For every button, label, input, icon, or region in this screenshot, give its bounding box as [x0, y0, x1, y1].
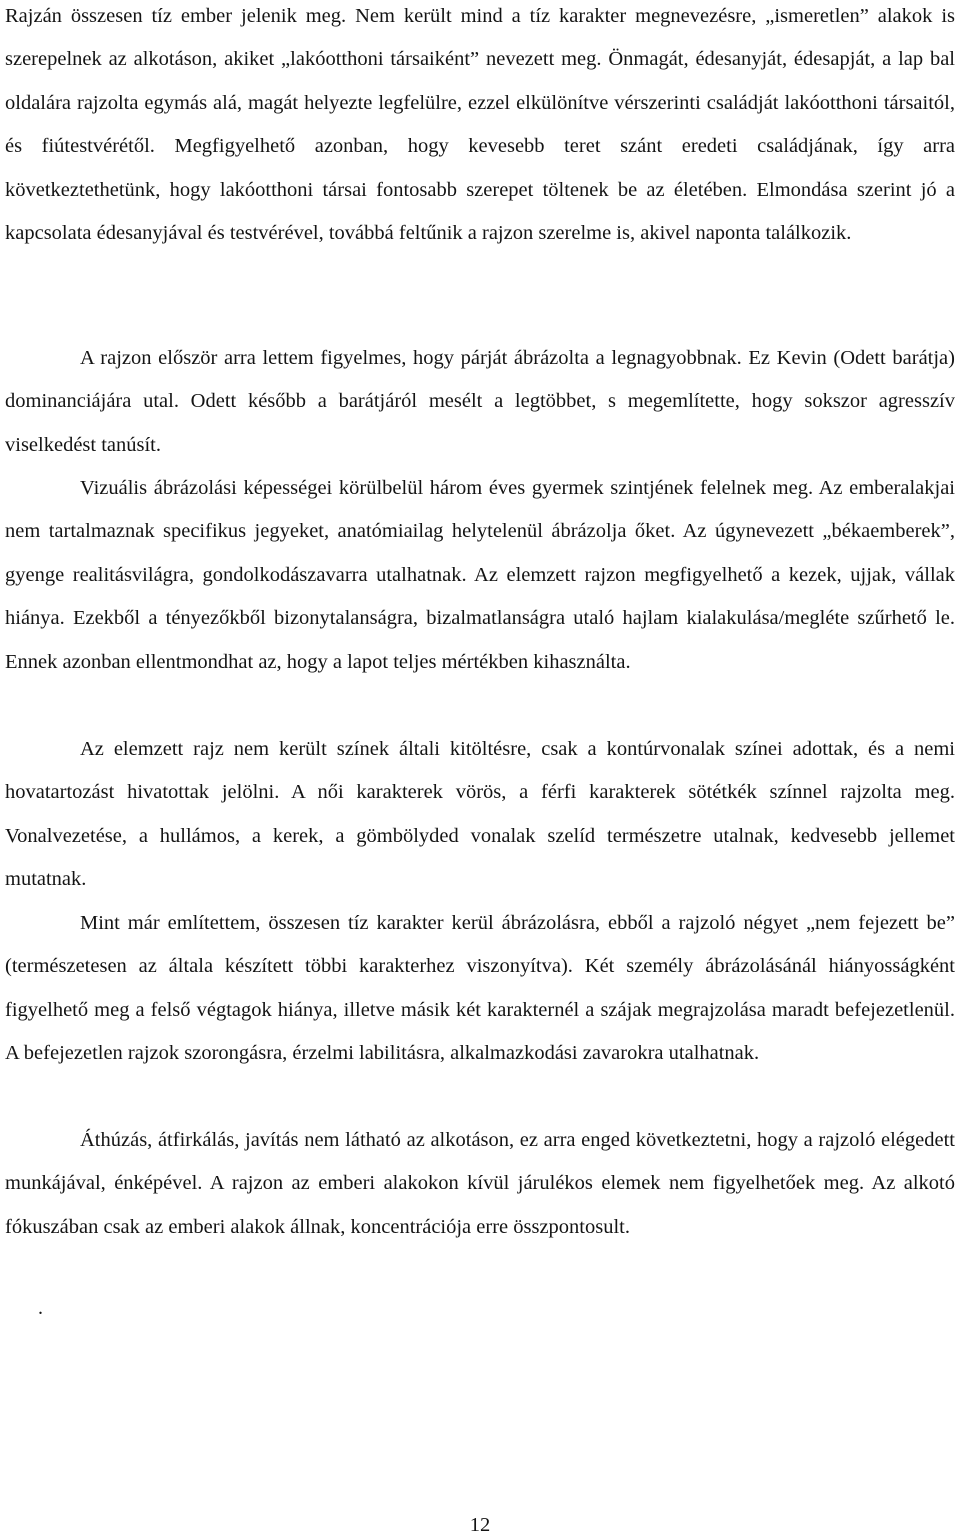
paragraph-drawing-characters: Rajzán összesen tíz ember jelenik meg. Nem került mind a tíz karakter megnevezésre, „ismeretlen” alakok is szerepelnek az alkotáson, akiket „lakóotthoni társaiként” nevezett meg. Önmagát, édesanyját, édesapját, a lap bal oldalára rajzolta egymás alá, magát helyezte legfelülre, ezzel elkülönítve vérszerinti családját lakóotthoni társaitól, és fiútestvérétől. Megfigyelhető azonban, hogy kevesebb teret szánt eredeti családjának, így arra következtethetünk, hogy lakóotthoni társai fontosabb szerepet töltenek be az életében. Elmondása szerint jó a kapcsolata édesanyjával és testvérével, továbbá feltűnik a rajzon szerelme is, akivel naponta találkozik.: [5, 5, 955, 245]
paragraph-visual-abilities: Vizuális ábrázolási képességei körülbelül három éves gyermek szintjének felelnek meg. Az emberalakjai nem tartalmaznak specifikus jegyeket, anatómiailag helytelenül ábrázolja őket. Az úgynevezett „békaemberek”, gyenge realitásvilágra, gondolkodászavarra utalhatnak. Az elemzett rajzon megfigyelhető a kezek, ujjak, vállak hiánya. Ezekből a tényezőkből bizonytalanságra, bizalmatlanságra utaló hajlam kialakulása/megléte szűrhető le. Ennek azonban ellentmondhat az, hogy a lapot teljes mértékben kihasználta.: [5, 477, 955, 673]
paragraph-colors-lines: Az elemzett rajz nem került színek általi kitöltésre, csak a kontúrvonalak színei adottak, és a nemi hovatartozást hivatottak jelölni. A női karakterek vörös, a férfi karakterek sötétkék színnel rajzolta meg. Vonalvezetése, a hullámos, a kerek, a gömbölyded vonalak szelíd természetre utalnak, kedvesebb jellemet mutatnak.: [5, 738, 955, 891]
paragraph-no-corrections: Áthúzás, átfirkálás, javítás nem látható az alkotáson, ez arra enged következtetni, hogy a rajzoló elégedett munkájával, énképével. A rajzon az emberi alakokon kívül járulékos elemek nem figyelhetőek meg. Az alkotó fókuszában csak az emberi alakok állnak, koncentrációja erre összpontosult.: [5, 1129, 955, 1238]
paragraph-partner-size: A rajzon először arra lettem figyelmes, hogy párját ábrázolta a legnagyobbnak. Ez Kevin (Odett barátja) dominanciájára utal. Odett később a barátjáról mesélt a legtöbbet, s megemlítette, hogy sokszor agresszív viselkedést tanúsít.: [5, 347, 955, 456]
paragraph-unfinished-figures: Mint már említettem, összesen tíz karakter kerül ábrázolásra, ebből a rajzoló négyet „nem fejezett be” (természetesen az általa készített többi karakterhez viszonyítva). Két személy ábrázolásánál hiányosságként figyelhető meg a felső végtagok hiánya, illetve másik két karakternél a szájak megrajzolása maradt befejezetlenül. A befejezetlen rajzok szorongásra, érzelmi labilitásra, alkalmazkodási zavarokra utalhatnak.: [5, 912, 955, 1065]
page-number: 12: [469, 1514, 491, 1536]
stray-period-mark: .: [38, 1297, 43, 1319]
